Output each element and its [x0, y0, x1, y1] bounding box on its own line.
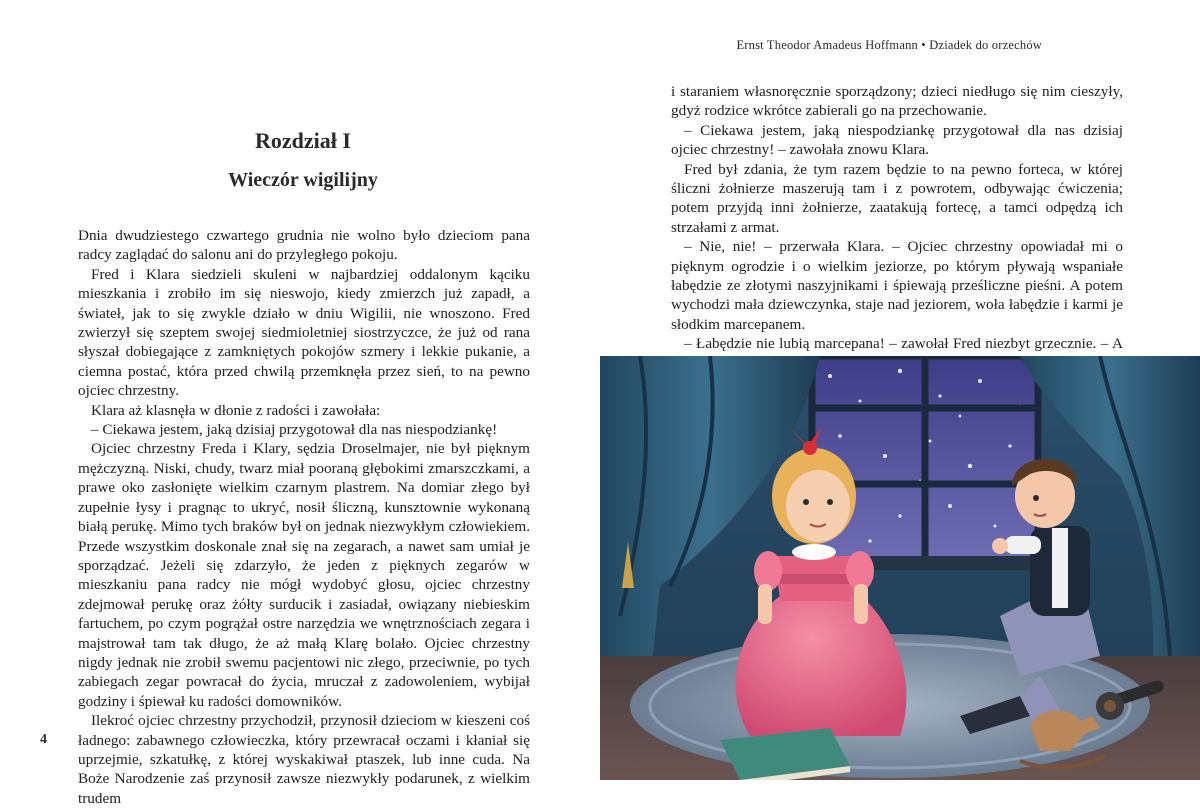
paragraph: Fred był zdania, że tym razem będzie to na pewno forteca, w której śliczni żołnierze maszerują tam i z powrotem, odbywając ćwiczenia; potem przyjdą inni żołnierze, zaatakują fortecę, a tamci odpędzą ich strzałami z armat.	[671, 160, 1123, 236]
running-head: Ernst Theodor Amadeus Hoffmann • Dziadek do orzechów	[736, 38, 1042, 52]
paragraph: Fred i Klara siedzieli skuleni w najbardziej oddalonym kąciku mieszkania i zrobiło im się nieswojo, kiedy zmierzch już zapadł, a świateł, jak to się zwykle działo w dniu Wigilii, nie wnoszono. Fred zwierzył się szeptem swojej siedmioletniej siostrzyczce, że już od rana słyszał dobiegające z zamkniętych pokojów szmery i lekkie pukanie, a ciemna postać, która przed chwilą przemknęła przez sień, to na pewno ojciec chrzestny.	[78, 265, 530, 400]
left-body-text	[78, 226, 530, 808]
page-number: 4	[40, 732, 47, 747]
paragraph: – Ciekawa jestem, jaką dzisiaj przygotował dla nas niespodziankę!	[91, 421, 498, 439]
paragraph: i staraniem własnoręcznie sporządzony; dzieci niedługo się nim cieszyły, gdyż rodzice wkrótce zabierali go na przechowanie.	[671, 83, 1123, 120]
paragraph: – Nie, nie! – przerwała Klara. – Ojciec chrzestny opowiadał mi o pięknym ogrodzie i o wielkim jeziorze, po którym pływają wspaniałe łabędzie ze złotymi naszyjnikami i śpiewają prześliczne pieśni. A potem wychodzi mała dziewczynka, staje nad jeziorem, woła łabędzie i karmi je słodkim marcepanem.	[671, 238, 1123, 333]
paragraph: Ojciec chrzestny Freda i Klary, sędzia Droselmajer, nie był pięknym mężczyzną. Niski, chudy, twarz miał pooraną głębokimi zmarszczkami, a prawe oko zasłonięte wielkim czarnym plastrem. Na domiar złego był zupełnie łysy i pragnąc to ukryć, nosił śliczną, kunsztownie wykonaną białą perukę. Mimo tych braków był on jednak niezwykłym człowiekiem. Przede wszystkim doskonale znał się na zegarach, a nawet sam umiał je sporządzać. Jeżeli się zdarzyło, że jeden z pięknych zegarów w mieszkaniu pana radcy nie mógł wydobyć głosu, ojciec chrzestny zdejmował perukę oraz żółty surducik i zasiadał, owiązany niebieskim fartuchem, po czym pogrążał ostre narzędzia we wnętrznościach zegara i majstrował tam tak długo, że aż małą Klarę bolało. Ojciec chrzestny nigdy jednak nie zrobił swemu pacjentowi nic złego, przeciwnie, po tych zabiegach zegar powracał do życia, mruczał z zadowoleniem, wybijał godziny i śpiewał ku radości domowników.	[78, 440, 530, 710]
paragraph: Dnia dwudziestego czwartego grudnia nie wolno było dzieciom pana radcy zaglądać do salonu ani do przyległego pokoju.	[78, 227, 530, 264]
chapter-title: Rozdział I	[255, 128, 351, 153]
paragraph: Ilekroć ojciec chrzestny przychodził, przynosił dzieciom w kieszeni coś ładnego: zabawnego człowieczka, który przewracał oczami i kłaniał się uprzejmie, szkatułkę, z której wyskakiwał ptaszek, lub inne cuda. Na Boże Narodzenie zaś przynosił zawsze niezwykły podarunek, z wielkim trudem	[78, 712, 530, 807]
left-page	[0, 0, 600, 807]
paragraph: – Łabędzie nie lubią marcepana! – zawołał Fred niezbyt grzecznie. – A	[684, 335, 1123, 353]
paragraph: – Ciekawa jestem, jaką niespodziankę przygotował dla nas dzisiaj ojciec chrzestny! – zawołała znowu Klara.	[671, 121, 1123, 159]
chapter-subtitle: Wieczór wigilijny	[228, 169, 378, 191]
paragraph: Klara aż klasnęła w dłonie z radości i zawołała:	[91, 401, 381, 419]
christmas-eve-illustration	[600, 356, 1200, 780]
